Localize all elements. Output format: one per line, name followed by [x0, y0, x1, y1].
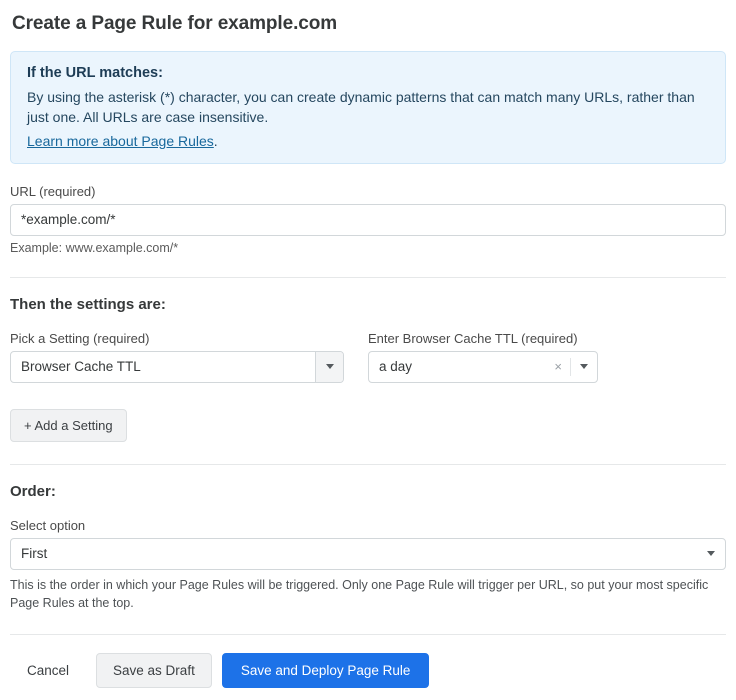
chevron-down-icon [326, 364, 334, 369]
url-input[interactable] [10, 204, 726, 236]
url-match-callout [10, 51, 726, 164]
setting-picker-select[interactable] [10, 351, 344, 383]
callout-link-suffix: . [213, 132, 218, 149]
order-field-group [10, 518, 726, 612]
divider-settings [10, 277, 726, 278]
clear-icon[interactable]: × [554, 359, 562, 375]
ttl-dropdown-button[interactable] [571, 364, 597, 369]
ttl-value-label: Enter Browser Cache TTL (required) [368, 330, 578, 346]
ttl-value-text: a day [379, 359, 413, 375]
learn-more-link[interactable]: Learn more about Page Rules [27, 132, 214, 149]
settings-section-title: Then the settings are: [10, 295, 166, 313]
setting-picker-label: Pick a Setting (required) [10, 330, 150, 346]
callout-body: By using the asterisk (*) character, you can create dynamic patterns that can match many URLs, rather than just one. All URLs are case insensitive. [27, 89, 695, 126]
save-draft-button[interactable]: Save as Draft [96, 653, 212, 688]
form-footer [10, 653, 726, 700]
save-deploy-button[interactable]: Save and Deploy Page Rule [222, 653, 430, 688]
divider-order [10, 464, 726, 465]
setting-picker-group [10, 331, 344, 383]
setting-picker-value: Browser Cache TTL [21, 359, 141, 375]
divider-footer [10, 634, 726, 635]
callout-link-line [27, 133, 709, 149]
url-field-group [10, 184, 726, 255]
order-help-text: This is the order in which your Page Rules will be triggered. Only one Page Rule will trigger per URL, so put your most specific Page Rules at the top. [10, 577, 709, 610]
add-setting-button[interactable]: + Add a Setting [10, 409, 127, 442]
order-section-title: Order: [10, 482, 56, 500]
order-select[interactable] [10, 538, 726, 570]
url-label: URL (required) [10, 183, 96, 199]
callout-title: If the URL matches: [27, 65, 163, 81]
chevron-down-icon [707, 551, 715, 556]
setting-picker-dropdown-button[interactable] [315, 352, 343, 382]
url-help-text: Example: www.example.com/* [10, 240, 179, 255]
order-label: Select option [10, 517, 86, 533]
ttl-value-group [368, 331, 598, 383]
order-value: First [21, 546, 48, 562]
chevron-down-icon [580, 364, 588, 369]
page-title: Create a Page Rule for example.com [12, 13, 338, 34]
cancel-button[interactable]: Cancel [10, 653, 86, 688]
settings-row [10, 331, 726, 383]
ttl-value-select[interactable] [368, 351, 598, 383]
